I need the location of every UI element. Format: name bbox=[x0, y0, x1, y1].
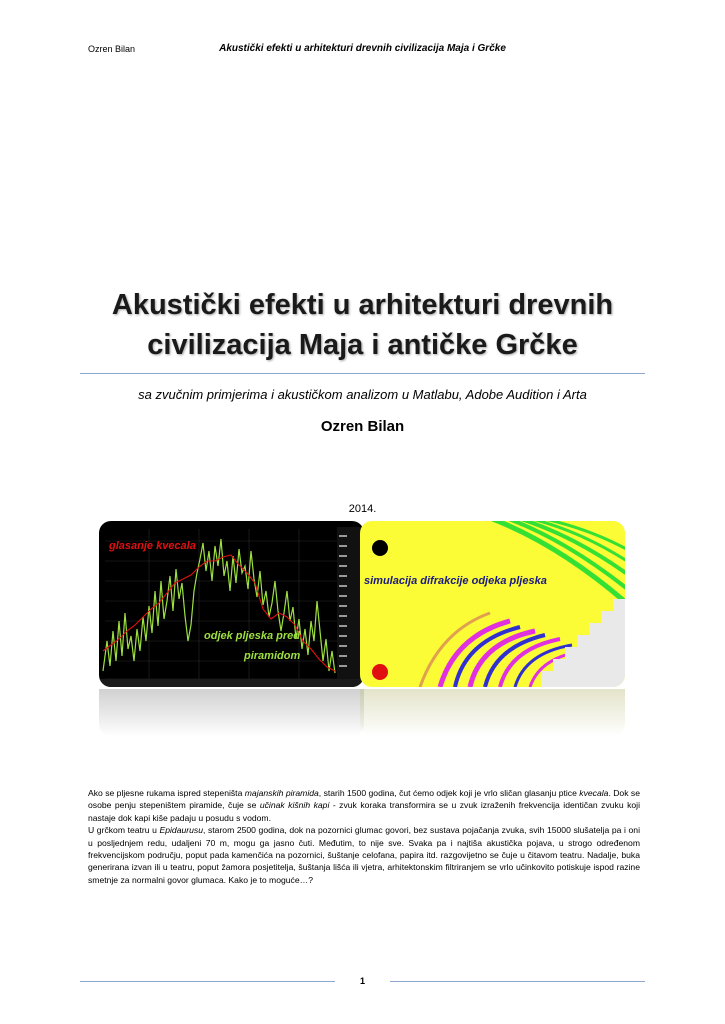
waveform-timebar bbox=[99, 679, 364, 687]
header-title: Akustički efekti u arhitekturi drevnih civilizacija Maja i Grčke bbox=[219, 43, 506, 54]
header-author: Ozren Bilan bbox=[88, 44, 136, 54]
page-number: 1 bbox=[359, 976, 365, 986]
diffraction-wavefronts-upper bbox=[470, 521, 625, 606]
subtitle: sa zvučnim primjerima i akustičkom analizom u Matlabu, Adobe Audition i Arta bbox=[138, 387, 587, 402]
diffraction-plot bbox=[360, 521, 625, 687]
title-divider bbox=[80, 373, 645, 374]
author-name: Ozren Bilan bbox=[320, 418, 405, 435]
diffraction-reflection bbox=[360, 689, 625, 737]
title-line-1: Akustički efekti u arhitekturi drevnih bbox=[111, 289, 614, 321]
label-clap-echo-1: odjek pljeska pred bbox=[204, 630, 300, 642]
paragraph-maya bbox=[88, 787, 640, 824]
text-italic: Epidaurusu bbox=[159, 825, 203, 836]
label-kvecal-call: glasanje kvecala bbox=[109, 540, 196, 552]
text-span: , starom 2500 godina, dok na pozornici glumac govori, bez sustava pojačanja zvuka, svih 15000 slušatelja pa i oni u posljednjem redu, udaljeni 70 m, mogu ga jasno čuti. Međutim, to nije sve. Svaka pa i najtiša akustička pojava, u strogo određenom frekvencijskom području, poput pada kamenčića na pozornici, šuštanje celofana, papira itd. razgovijetno se čuje u čitavom teatru. Nadalje, buka generirana izvan ili u teatru, poput žamora posjetitelja, šuštanja lišća ili vjetra, arhitektonskim filtriranjem se vrlo učinkovito potiskuje ispod razine smetnje za normalni govor glumaca. Kako je to moguće…? bbox=[88, 825, 640, 885]
listener-dot bbox=[372, 664, 388, 680]
document-title bbox=[60, 285, 665, 365]
label-clap-echo-2: piramidom bbox=[244, 650, 301, 662]
text-span: Ako se pljesne rukama ispred stepeništa bbox=[88, 788, 245, 798]
text-italic: učinak kišnih kapi bbox=[259, 800, 330, 811]
waveform-figure bbox=[99, 521, 364, 687]
publication-year: 2014. bbox=[348, 503, 377, 515]
label-diffraction: simulacija difrakcije odjeka pljeska bbox=[364, 575, 547, 587]
body-text bbox=[88, 787, 640, 886]
text-span: , starih 1500 godina, čut ćemo odjek koji je vrlo sličan glasanju ptice bbox=[318, 788, 580, 798]
text-italic: majanskih piramida bbox=[244, 788, 319, 798]
diffraction-figure bbox=[360, 521, 625, 687]
text-span: . Dok se osobe penju stepeništem piramide, čuje se bbox=[88, 788, 640, 811]
sound-source-dot bbox=[372, 540, 388, 556]
text-italic: kvecala bbox=[579, 788, 609, 798]
text-span: U grčkom teatru u bbox=[88, 825, 160, 836]
waveform-reflection bbox=[99, 689, 364, 737]
paragraph-epidaurus bbox=[88, 824, 640, 886]
text-span: - zvuk koraka transformira se u zvuk izraženih frekvencija identičan zvuku koji nastaje dok kapi kiše padaju u posudu s vodom. bbox=[88, 800, 640, 823]
title-line-2: civilizacija Maja i antičke Grčke bbox=[147, 329, 578, 361]
stair-structure bbox=[541, 599, 625, 687]
